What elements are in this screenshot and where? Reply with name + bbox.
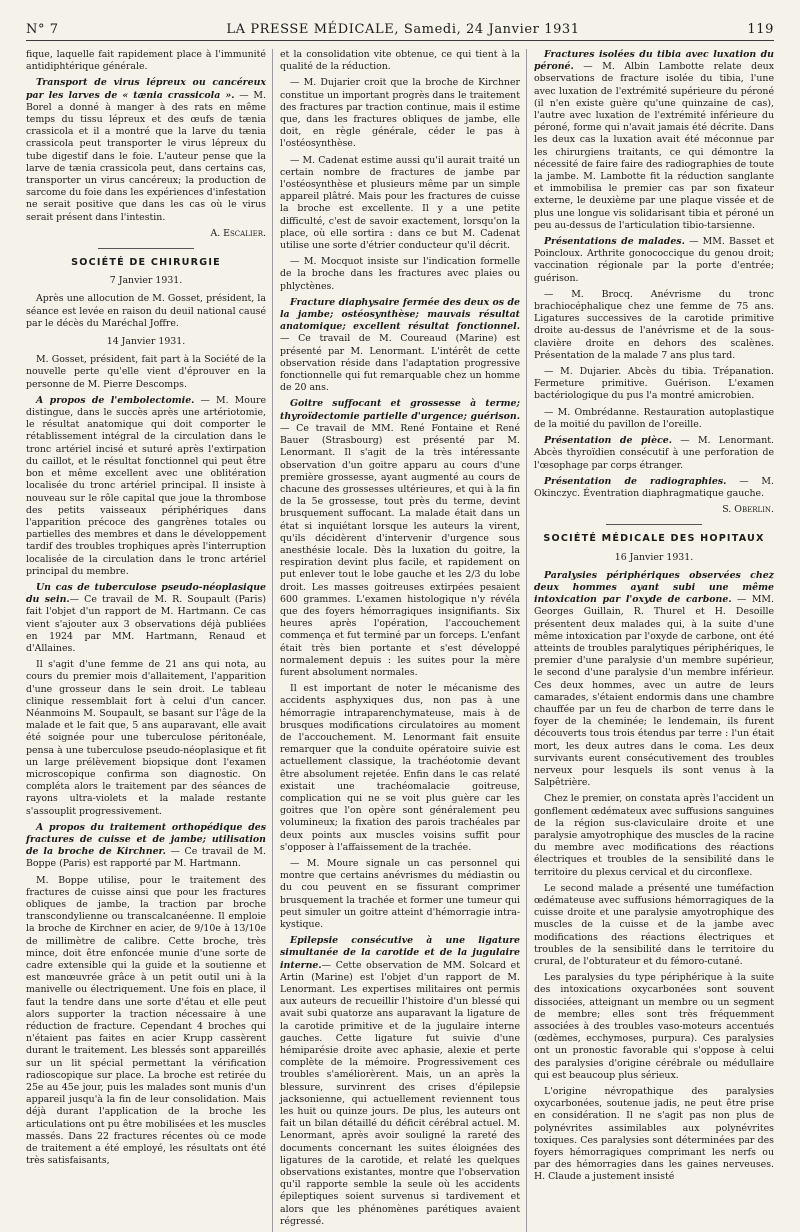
session-date: 16 Janvier 1931.	[614, 551, 694, 563]
column-1	[26, 49, 266, 1232]
paragraph: — M. Dujarier croit que la broche de Kirchner constitue un important progrès dans le traitement des fractures par traction continue, mais il estime que, dans les fractures obliques de jambe, elle doit, en règle générale, céder le pas à l'ostéosynthèse.	[280, 77, 520, 150]
paragraph: Après une allocution de M. Gosset, président, la séance est levée en raison du deuil national causé par le décès du Maréchal Joffre.	[26, 293, 266, 329]
column-3	[534, 49, 774, 1232]
paragraph: fique, laquelle fait rapidement place à l'immunité antidiphtérique générale.	[26, 49, 266, 73]
article-body: — M. Albin Lambotte relate deux observations de fracture isolée du tibia, l'une avec luxation de l'extrémité supérieure du péroné (il n'en existe guère qu'une quinzaine de cas), l'autre avec luxation de l'extrémité inférieure du péroné, forme qui n'avait jamais été décrite. Dans les deux cas la luxation avait été méconnue par les chirurgiens traitants, ce qui démontre la nécessité de faire faire des radiographies de toute la jambe. M. Lambotte fit la réduction sanglante et immobilisa le premier cas par son fixateur externe, le deuxième par une plaque vissée et de plus une longue vis solidarisant tibia et péroné un peu au-dessus de l'articulation tibio-tarsienne.	[534, 61, 774, 231]
page-header	[26, 22, 774, 41]
paragraph: M. Gosset, président, fait part à la Société de la nouvelle perte qu'elle vient d'éprouver en la personne de M. Pierre Descomps.	[26, 354, 266, 390]
divider	[606, 524, 702, 525]
article-heading: Un cas de tuberculose pseudo-néoplasique du sein.	[26, 581, 266, 606]
article-body: — Cette observation de MM. Solcard et Artin (Marine) est l'objet d'un rapport de M. Lenormant. Les expertises militaires ont permis aux auteurs de recueillir l'histoire d'un blessé qui avait subi quatorze ans auparavant la ligature de la carotide primitive et de la jugulaire interne gauches. Cette ligature fut suivie d'une hémiparésie droite avec aphasie, alexie et perte complète de la mémoire. Progressivement ces troubles s'améliorèrent. Mais, un an après la blessure, survinrent des crises d'épilepsie jacksonienne, qui actuellement reviennent tous les huit ou quinze jours. De plus, les auteurs ont fait un bilan détaillé du déficit cérébral actuel. M. Lenormant, après avoir souligné la rareté des documents concernant les suites éloignées des ligatures de la carotide, et relaté les quelques observations existantes, montre que l'observation qu'il rapporte semble la seule où les accidents épileptiques soient survenus si tardivement et alors que les phénomènes parétiques avaient régressé.	[280, 959, 520, 1227]
page-number: 119	[747, 22, 774, 37]
article	[280, 297, 520, 395]
article-heading: Présentation de radiographies.	[544, 475, 727, 487]
session-date: 7 Janvier 1931.	[109, 275, 183, 287]
article	[534, 236, 774, 285]
divider	[98, 248, 194, 249]
column-2	[280, 49, 520, 1232]
article-heading: Epilepsie consécutive à une ligature simultanée de la carotide et de la jugulaire interne.	[280, 935, 520, 971]
journal-title: LA PRESSE MÉDICALE, Samedi, 24 Janvier 1931	[226, 22, 580, 37]
article-body: — MM. Basset et Poincloux. Arthrite gonococcique du genou droit; vaccination régionale par la porte d'entrée; guérison.	[534, 236, 774, 284]
article	[26, 77, 266, 223]
paragraph: Il s'agit d'une femme de 21 ans qui nota, au cours du premier mois d'allaitement, l'apparition d'une grosseur dans le sein droit. Le tableau clinique ressemblait fort à celui d'un cancer. Néanmoins M. Soupault, se basant sur l'âge de la malade et le fait que, 5 ans auparavant, elle avait été soignée pour une tuberculose péritonéale, pensa à une tuberculose pseudo-néoplasique et fit un large prélèvement biopsique dont l'examen microscopique confirma son diagnostic. On compléta alors le traitement par des séances de rayons ultra-violets et la malade restante s'assouplit progressivement.	[26, 659, 266, 817]
article-heading: Présentations de malades.	[544, 236, 685, 248]
article-body: — M. Okinczyc. Éventration diaphragmatique gauche.	[534, 475, 774, 499]
section-title: SOCIÉTÉ DE CHIRURGIE	[71, 257, 221, 269]
paragraph: M. Boppe utilise, pour le traitement des fractures de cuisse ainsi que pour les fractures obliques de jambe, la traction par broche transcondylienne ou transcalcanéenne. Il emploie la broche de Kirchner en acier, de 9/10e à 13/10e de millimètre de calibre. Cette broche, très mince, doit être enfoncée munie d'une sorte de cadre extensible qui la guide et la soutienne et est manœuvrée grâce à un petit outil uni à la manivelle ou électriquement. Une fois en place, il faut la tendre dans une sorte d'étau et elle peut alors supporter la traction nécessaire à une réduction de fracture. Cependant 4 broches qui n'étaient pas faites en acier Krupp cassèrent durant le traitement. Les blessés sont appareillés sur un lit spécial permettant la vérification radioscopique sur place. La broche est retirée du 25e au 45e jour, puis les malades sont munis d'un appareil jusqu'à la fin de leur consolidation. Mais déjà durant l'application de la broche les articulations ont pu être mobilisées et les muscles massés. Dans 22 fractures récentes où ce mode de traitement a été employé, les résultats ont été très satisfaisants,	[26, 874, 266, 1167]
article-body: — M. Lenormant. Abcès thyroïdien consécutif à une perforation de l'œsophage par corps étranger.	[534, 435, 774, 471]
paragraph: Il est important de noter le mécanisme des accidents asphyxiques dus, non pas à une hémorragie intraparenchymateuse, mais à de brusques modifications circulatoires au moment de l'accouchement. M. Lenormant fait ensuite remarquer que la conduite opératoire suivie est actuellement classique, la trachéotomie devant être absolument rejetée. Enfin dans le cas relaté existait une trachéomalacie goitreuse, complication qui ne se voit plus guère car les goitres que l'on opère sont généralement peu volumineux; la fixation des parois trachéales par deux points aux muscles voisins suffit pour s'opposer à l'affaissement de la trachée.	[280, 683, 520, 853]
paragraph: Les paralysies du type périphérique à la suite des intoxications oxycarbonées sont souvent dissociées, atteignant un membre ou un segment de membre; elles sont très fréquemment associées à des troubles vaso-moteurs accentués (œdèmes, ecchymoses, purpura). Ces paralysies ont un pronostic favorable qui s'oppose à celui des paralysies d'origine cérébrale ou médullaire qui est beaucoup plus sérieux.	[534, 972, 774, 1081]
columns	[26, 49, 774, 1227]
article-heading: Goitre suffocant et grossesse à terme; thyroïdectomie partielle d'urgence; guérison.	[280, 398, 520, 422]
article-body: — Ce travail de M. Boppe (Paris) est rapporté par M. Hartmann.	[26, 846, 266, 870]
paragraph: — M. Ombrédanne. Restauration autoplastique de la moitié du pavillon de l'oreille.	[534, 406, 774, 430]
signature: A. Escalier.	[210, 227, 266, 239]
paragraph: — M. Mocquot insiste sur l'indication formelle de la broche dans les fractures avec plaies ou phlyctènes.	[280, 256, 520, 292]
article	[534, 476, 774, 500]
article	[26, 395, 266, 578]
paragraph: — M. Moure signale un cas personnel qui montre que certains anévrismes du médiastin ou du cou peuvent en se fissurant comprimer brusquement la trachée et former une tumeur qui peut simuler un goitre atteint d'hémorragie intra-kystique.	[280, 858, 520, 931]
paragraph: Chez le premier, on constata après l'accident un gonflement œdémateux avec suffusions sanguines de la région sus-claviculaire droite et une paralysie amyotrophique des muscles de la racine du membre avec modifications des réactions électriques et troubles de la sensibilité dans le territoire du plexus cervical et du circonflexe.	[534, 793, 774, 878]
article-heading: Fractures isolées du tibia avec luxation du péroné.	[534, 49, 774, 73]
article-heading: A propos du traitement orthopédique des fractures de cuisse et de jambe; utilisation de la broche de Kirchner.	[26, 821, 266, 858]
article-body: — Ce travail de M. Coureaud (Marine) est présenté par M. Lenormant. L'intérêt de cette observation réside dans l'adaptation progressive fonctionnelle qui fut remarquable chez un homme de 20 ans.	[280, 333, 520, 394]
article-heading: Paralysies périphériques observées chez deux hommes ayant subi une même intoxication par l'oxyde de carbone.	[534, 569, 774, 606]
session-date: 14 Janvier 1931.	[106, 336, 186, 348]
article-heading: Transport de virus lépreux ou cancéreux par les larves de « tænia crassicola ».	[26, 77, 266, 101]
article-body: — M. Borel a donné à manger à des rats en même temps du tissu lépreux et des œufs de tænia crassicola et il a montré que la larve du tænia crassicola peut transporter le virus lépreux du tube digestif dans le foie. L'auteur pense que la larve de tænia crassicola peut, dans certains cas, transporter un virus cancéreux; la production de sarcome du foie dans les expériences d'infestation ne serait positive que dans les cas où le virus serait présent dans l'intestin.	[26, 89, 266, 223]
article-heading: A propos de l'embolectomie.	[36, 394, 195, 406]
article-body: — Ce travail de MM. René Fontaine et René Bauer (Strasbourg) est présenté par M. Lenormant. Il s'agit de la très intéressante observation d'un goitre apparu au cours d'une première grossesse, ayant augmenté au cours de chacune des grossesses ultérieures, et qui à la fin de la 5e grossesse, tout près du terme, devint brusquement suffocant. La malade était dans un état si inquiétant lorsque les auteurs la virent, qu'ils décidèrent d'intervenir d'urgence sous anesthésie locale. Dès la luxation du goitre, la respiration devint plus facile, et rapidement on put enlever tout le lobe gauche et les 2/3 du lobe droit. Les masses goitreuses extirpées pesaient 600 grammes. L'examen histologique n'y révéla que des foyers hémorragiques insignifiants. Six heures après l'opération, l'accouchement commença et fut terminé par un forceps. L'enfant était très bien portante et s'est développé normalement depuis : les suites pour la mère furent absolument normales.	[280, 422, 520, 678]
article	[280, 398, 520, 679]
paragraph: Le second malade a présenté une tuméfaction œdémateuse avec suffusions hémorragiques de la cuisse droite et une paralysie amyotrophique des muscles de la cuisse et de la jambe avec modifications des réactions électriques et troubles de la sensibilité dans le territoire du crural, de l'obturateur et du fémoro-cutané.	[534, 882, 774, 968]
article	[26, 822, 266, 871]
paragraph: — M. Dujarier. Abcès du tibia. Trépanation. Fermeture primitive. Guérison. L'examen bactériologique du pus l'a montré amicrobien.	[534, 366, 774, 402]
paragraph: L'origine névropathique des paralysies oxycarbonées, soutenue jadis, ne peut être prise en considération. Il ne s'agit pas non plus de polynévrites assimilables aux polynévrites toxiques. Ces paralysies sont déterminées par des foyers hémorragiques comprimant les nerfs ou par des hémorragies dans les gaines nerveuses. H. Claude a justement insisté	[534, 1086, 774, 1183]
article	[534, 49, 774, 232]
article	[280, 935, 520, 1228]
article	[26, 582, 266, 655]
section-title: SOCIÉTÉ MÉDICALE DES HOPITAUX	[543, 533, 765, 545]
article-heading: Fracture diaphysaire fermée des deux os de la jambe; ostéosynthèse; mauvais résultat anatomique; excellent résultat fonctionnel.	[280, 296, 520, 333]
paragraph: — M. Brocq. Anévrisme du tronc brachiocéphalique chez une femme de 75 ans. Ligatures successives de la carotide primitive droite au-dessus de l'anévrisme et de la sous-clavière droite en dehors des scalènes. Présentation de la malade 7 ans plus tard.	[534, 288, 774, 361]
paragraph: — M. Cadenat estime aussi qu'il aurait traité un certain nombre de fractures de jambe par l'ostéosynthèse et plusieurs même par un simple appareil plâtré. Mais pour les fractures de cuisse la broche est excellente. Il y a une petite difficulté, c'est de savoir exactement, lorsqu'on la place, où elle sortira : dans ce but M. Cadenat utilise une sorte d'étrier conducteur qu'il décrit.	[280, 154, 520, 252]
paragraph: et la consolidation vite obtenue, ce qui tient à la qualité de la réduction.	[280, 49, 520, 73]
signature: S. Oberlin.	[722, 504, 774, 516]
article-heading: Présentation de pièce.	[544, 435, 673, 447]
article-body: — M. Moure distingue, dans le succès après une artériotomie, le résultat anatomique qui doit comporter le rétablissement intégral de la circulation dans le tronc artériel incisé et suturé après l'extirpation du caillot, et le résultat fonctionnel qui peut être bon et même excellent avec une oblitération localisée du tronc artériel principal. Il insiste à nouveau sur le rôle capital que joue la thrombose des petits vaisseaux périphériques dans l'apparition précoce des gangrènes totales ou partielles des membres et dans le développement tardif des troubles trophiques après l'interruption localisée de la circulation dans le tronc artériel principal du membre.	[26, 394, 266, 577]
article	[534, 435, 774, 472]
issue-number: N° 7	[26, 22, 59, 37]
article-body: — Ce travail de M. R. Soupault (Paris) fait l'objet d'un rapport de M. Hartmann. Ce cas vient s'ajouter aux 3 observations déjà publiées en 1924 par MM. Hartmann, Renaud et d'Allaines.	[26, 594, 266, 654]
article	[534, 570, 774, 790]
article-body: — MM. Georges Guillain, R. Thurel et H. Desoille présentent deux malades qui, à la suite d'une même intoxication par l'oxyde de carbone, ont été atteints de troubles paralytiques périphériques, le premier d'une paralysie d'un membre supérieur, le second d'une paralysie d'un membre inférieur. Ces deux hommes, avec un autre de leurs camarades, s'étaient endormis dans une chambre chauffée par un feu de charbon de terre dans le foyer de la cheminée; le lendemain, ils furent découverts tous trois étendus par terre : l'un était mort, les deux autres dans le coma. Les deux survivants eurent consécutivement des troubles nerveux pour lesquels ils sont venus à la Salpêtrière.	[534, 594, 774, 789]
